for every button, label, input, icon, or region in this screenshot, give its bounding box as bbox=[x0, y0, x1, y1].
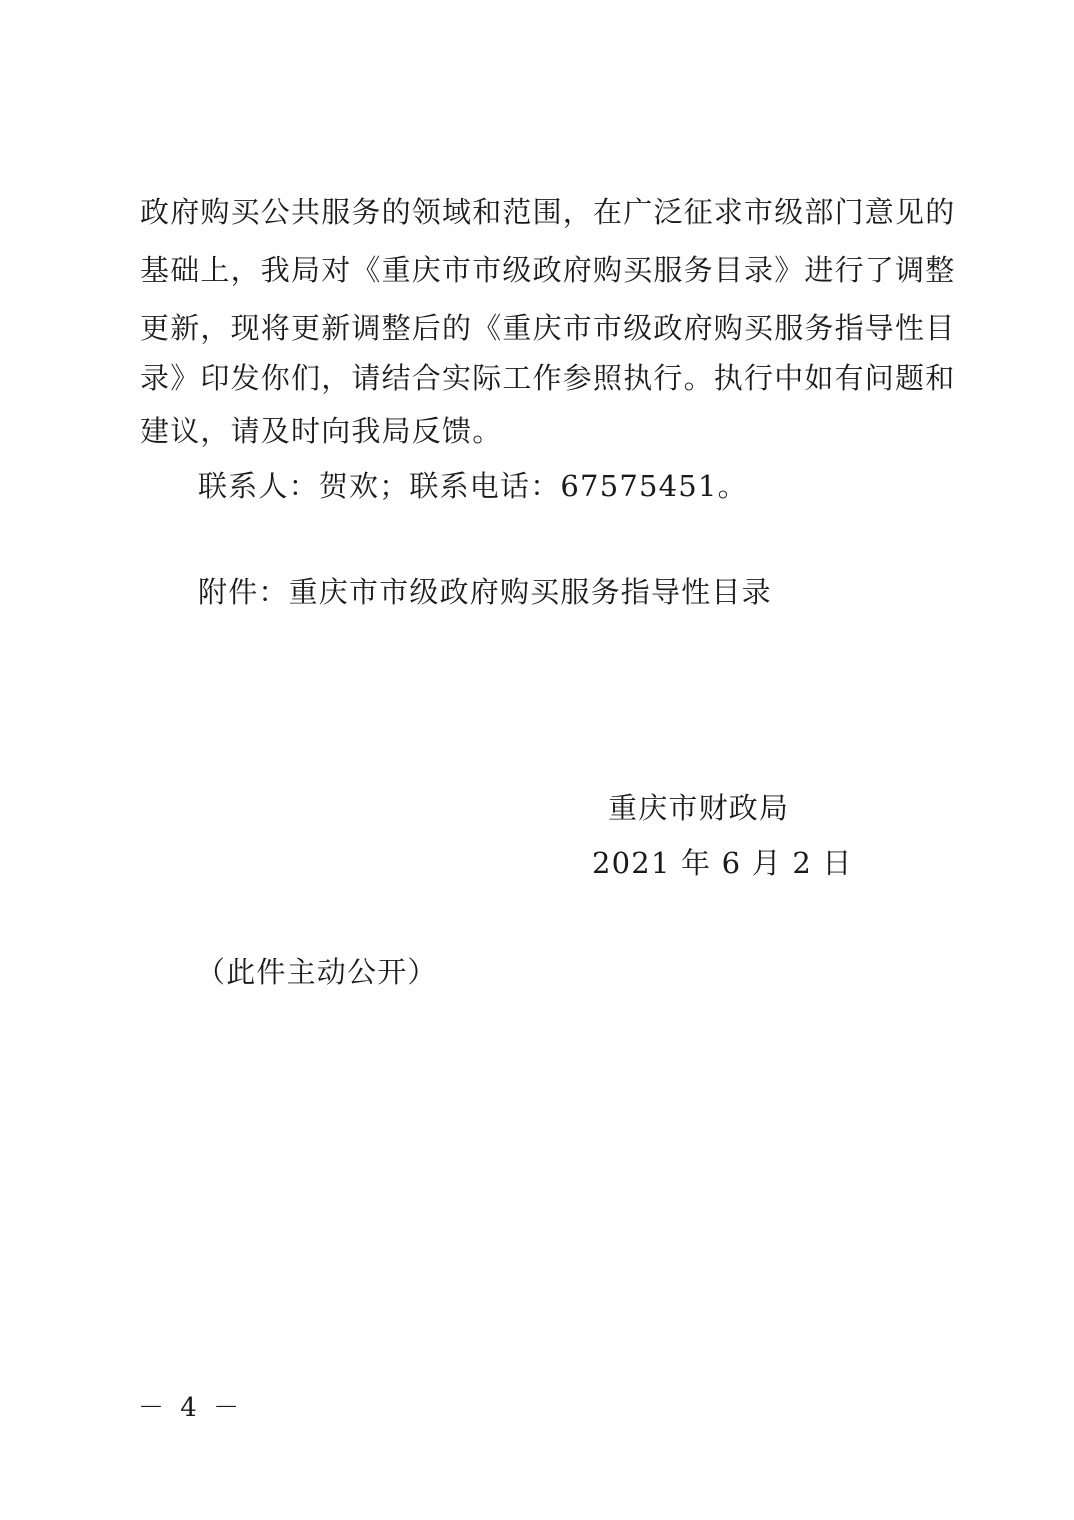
signature-organization: 重庆市财政局 bbox=[608, 791, 790, 825]
contact-line: 联系人：贺欢；联系电话：67575451。 bbox=[198, 469, 748, 503]
signature-date: 2021 年 6 月 2 日 bbox=[592, 846, 853, 880]
body-line-4: 录》印发你们，请结合实际工作参照执行。执行中如有问题和 bbox=[140, 361, 956, 395]
body-line-5: 建议，请及时向我局反馈。 bbox=[140, 414, 503, 448]
attachment-line: 附件：重庆市市级政府购买服务指导性目录 bbox=[198, 575, 772, 609]
body-line-1: 政府购买公共服务的领域和范围，在广泛征求市级部门意见的 bbox=[140, 195, 956, 229]
page-number: － 4 － bbox=[138, 1393, 244, 1423]
body-line-3: 更新，现将更新调整后的《重庆市市级政府购买服务指导性目 bbox=[140, 311, 956, 345]
body-line-2: 基础上，我局对《重庆市市级政府购买服务目录》进行了调整 bbox=[140, 253, 956, 287]
disclosure-note: （此件主动公开） bbox=[196, 955, 438, 989]
